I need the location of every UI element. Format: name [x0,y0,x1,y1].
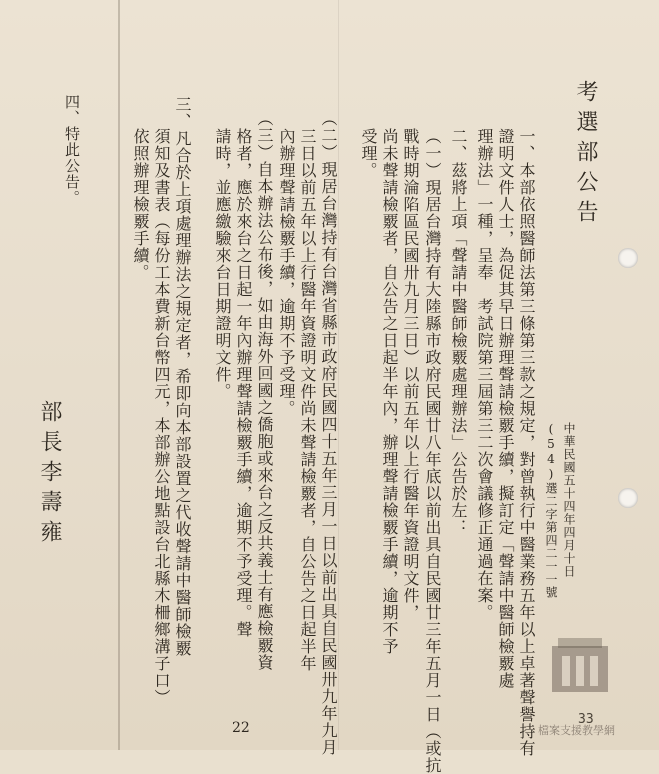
body-column-11: 內辦理聲請檢覈手續，逾期不予受理。 [277,128,296,417]
date-line: 中華民國五十四年四月十日 [562,422,576,578]
number-line: (54)選二字第四二一一號 [544,422,558,599]
body-column-8: 受理。 [359,128,378,179]
signature: 部長李壽雍 [37,400,62,550]
punch-hole-bottom [618,488,638,508]
archive-watermark: 檔案支援教學網 [538,724,615,737]
body-column-10: 三日以前五年以上行醫年資證明文件尚未聲請檢覈者，自公告之日起半年 [298,128,317,672]
page-mark: 22 [232,720,250,736]
body-column-4: 二、茲將上項「聲請中醫師檢覈處理辦法」公告於左： [449,128,468,536]
body-column-16: 須知及書表（每份工本費新台幣四元，本部辦公地點設台北縣木柵鄉溝子口） [152,128,171,706]
body-column-13: 格者，應於來台之日起一年內辦理聲請檢覈手續，逾期不予受理。聲 [234,128,253,638]
body-column-17: 依照辦理檢覈手續。 [131,128,150,281]
body-column-1: 一、本部依照醫師法第三條第三款之規定，對曾執行中醫業務五年以上卓著聲譽持有 [517,128,536,757]
stamp-number: 33 [578,712,594,727]
paper-fold-line [338,0,339,750]
archive-logo-icon [538,628,622,706]
body-column-3: 理辦法」一種，呈奉 考試院第三屆第三二次會議修正通過在案。 [475,128,494,621]
body-column-6: 戰時期淪陷區民國卅九月三日）以前五年以上行醫年資證明文件， [401,128,420,621]
body-column-2: 證明文件人士，為促其早日辦理聲請檢覈手續，擬訂定「聲請中醫師檢覈處 [496,128,515,689]
body-column-7: 尚未聲請檢覈者，自公告之日起半年內，辦理聲請檢覈手續，逾期不予 [380,128,399,655]
document-title: 考選部公告 [573,80,598,230]
punch-hole-top [618,248,638,268]
body-column-14: 請時，並應繳驗來台日期證明文件。 [213,128,232,400]
body-column-5: （一）現居台灣持有大陸縣市政府民國廿八年底以前出具自民國廿三年五月一日（或抗 [423,128,442,774]
body-column-12: （三）自本辦法公布後，如由海外回國之僑胞或來台之反共義士有應檢覈資 [255,110,274,671]
closing-line: 四、特此公告。 [63,94,81,206]
left-margin-rule [118,0,120,750]
body-column-15: 三、凡合於上項處理辦法之規定者，希即向本部設置之代收聲請中醫師檢覈 [173,96,192,657]
body-column-9: （二）現居台灣持有台灣省縣市政府民國四十五年三月一日以前出具自民國卅九年九月 [319,110,338,756]
